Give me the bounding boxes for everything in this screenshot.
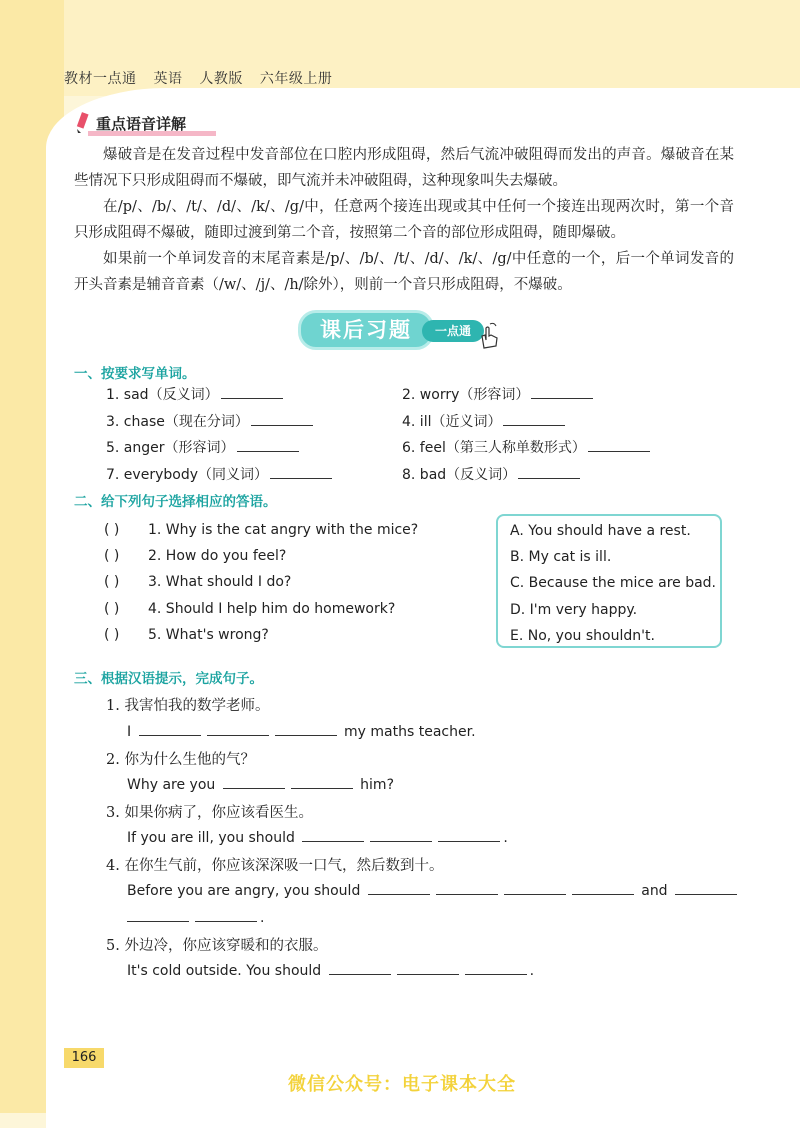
answer-blank[interactable] (465, 960, 527, 975)
answer-blank[interactable] (251, 411, 313, 426)
answer-blank[interactable] (438, 827, 500, 842)
answer-blank[interactable] (370, 827, 432, 842)
paragraph-2: 在/p/、/b/、/t/、/d/、/k/、/g/中，任意两个接连出现或其中任何一个接连出现两次时，第一个音只形成阻碍不爆破，随即过渡到第二个音，按照第二个音的部位形成阻碍，随即爆破。 (74, 199, 734, 241)
answer-blank[interactable] (270, 464, 332, 479)
q1-title: 一、按要求写单词。 (74, 366, 196, 382)
answer-blank[interactable] (237, 437, 299, 452)
answer-paren[interactable]: ( ) (104, 627, 120, 643)
answer-paren[interactable]: ( ) (104, 522, 120, 538)
answer-blank[interactable] (207, 721, 269, 736)
q3-english: Why are you him? (127, 774, 394, 793)
q3-english: Before you are angry, you should and (127, 880, 740, 899)
answer-blank[interactable] (436, 880, 498, 895)
answer-option: C. Because the mice are bad. (510, 575, 717, 591)
answer-blank[interactable] (368, 880, 430, 895)
page-number: 166 (64, 1048, 104, 1068)
answer-blank[interactable] (302, 827, 364, 842)
q3-chinese: 3. 如果你病了，你应该看医生。 (106, 805, 313, 821)
q1-item: 3. chase（现在分词） (106, 411, 313, 431)
answer-blank[interactable] (503, 411, 565, 426)
footer-watermark: 微信公众号：电子课本大全 (288, 1074, 516, 1095)
answer-blank[interactable] (221, 384, 283, 399)
match-question: ( ) 2. How do you feel? (104, 548, 287, 564)
answer-options-box (496, 514, 722, 648)
answer-option: B. My cat is ill. (510, 549, 612, 565)
answer-blank[interactable] (195, 907, 257, 922)
paragraph-3: 如果前一个单词发音的末尾音素是/p/、/b/、/t/、/d/、/k/、/g/中任意的一个，后一个单词发音的开头音素是辅音音素（/w/、/j/、/h/除外），则前一个音只形成阻碍，不爆破。 (74, 251, 734, 293)
answer-paren[interactable]: ( ) (104, 601, 120, 617)
answer-option: E. No, you shouldn't. (510, 628, 655, 644)
answer-option: D. I'm very happy. (510, 602, 638, 618)
answer-blank[interactable] (572, 880, 634, 895)
q3-english: If you are ill, you should . (127, 827, 508, 846)
q3-chinese: 2. 你为什么生他的气？ (106, 752, 255, 768)
q1-item: 1. sad（反义词） (106, 384, 283, 404)
match-question: ( ) 5. What's wrong? (104, 627, 269, 643)
match-question: ( ) 1. Why is the cat angry with the mice? (104, 522, 419, 538)
answer-blank[interactable] (329, 960, 391, 975)
q1-item: 6. feel（第三人称单数形式） (402, 437, 650, 457)
running-header: 教材一点通 英语 人教版 六年级上册 (64, 71, 333, 87)
pencil-icon (74, 112, 92, 134)
answer-blank[interactable] (531, 384, 593, 399)
answer-blank[interactable] (504, 880, 566, 895)
q3-chinese: 5. 外边冷，你应该穿暖和的衣服。 (106, 938, 328, 954)
match-question: ( ) 4. Should I help him do homework? (104, 601, 396, 617)
answer-blank[interactable] (139, 721, 201, 736)
answer-paren[interactable]: ( ) (104, 548, 120, 564)
answer-blank[interactable] (223, 774, 285, 789)
answer-option: A. You should have a rest. (510, 523, 691, 539)
q1-item: 5. anger（形容词） (106, 437, 299, 457)
answer-blank[interactable] (397, 960, 459, 975)
q3-title: 三、根据汉语提示，完成句子。 (74, 671, 263, 687)
answer-blank[interactable] (588, 437, 650, 452)
q1-item: 4. ill（近义词） (402, 411, 565, 431)
answer-blank[interactable] (127, 907, 189, 922)
paragraph-1: 爆破音是在发音过程中发音部位在口腔内形成阻碍，然后气流冲破阻碍而发出的声音。爆破音在某些情况下只形成阻碍而不爆破，即气流并未冲破阻碍，这种现象叫失去爆破。 (74, 147, 734, 189)
q2-title: 二、给下列句子选择相应的答语。 (74, 494, 277, 510)
answer-blank[interactable] (518, 464, 580, 479)
q3-chinese: 4. 在你生气前，你应该深深吸一口气，然后数到十。 (106, 858, 444, 874)
answer-blank[interactable] (291, 774, 353, 789)
q3-english: I my maths teacher. (127, 721, 476, 740)
answer-blank[interactable] (675, 880, 737, 895)
q3-chinese: 1. 我害怕我的数学老师。 (106, 698, 270, 714)
section-title: 重点语音详解 (74, 112, 186, 134)
q1-item: 7. everybody（同义词） (106, 464, 332, 484)
q3-english: It's cold outside. You should . (127, 960, 534, 979)
q1-item: 8. bad（反义词） (402, 464, 580, 484)
answer-blank[interactable] (275, 721, 337, 736)
exercise-banner: 课后习题 一点通 (298, 308, 508, 352)
match-question: ( ) 3. What should I do? (104, 574, 292, 590)
q3-english-cont: . (127, 907, 264, 926)
q1-item: 2. worry（形容词） (402, 384, 593, 404)
pointer-hand-icon (476, 322, 502, 350)
answer-paren[interactable]: ( ) (104, 574, 120, 590)
